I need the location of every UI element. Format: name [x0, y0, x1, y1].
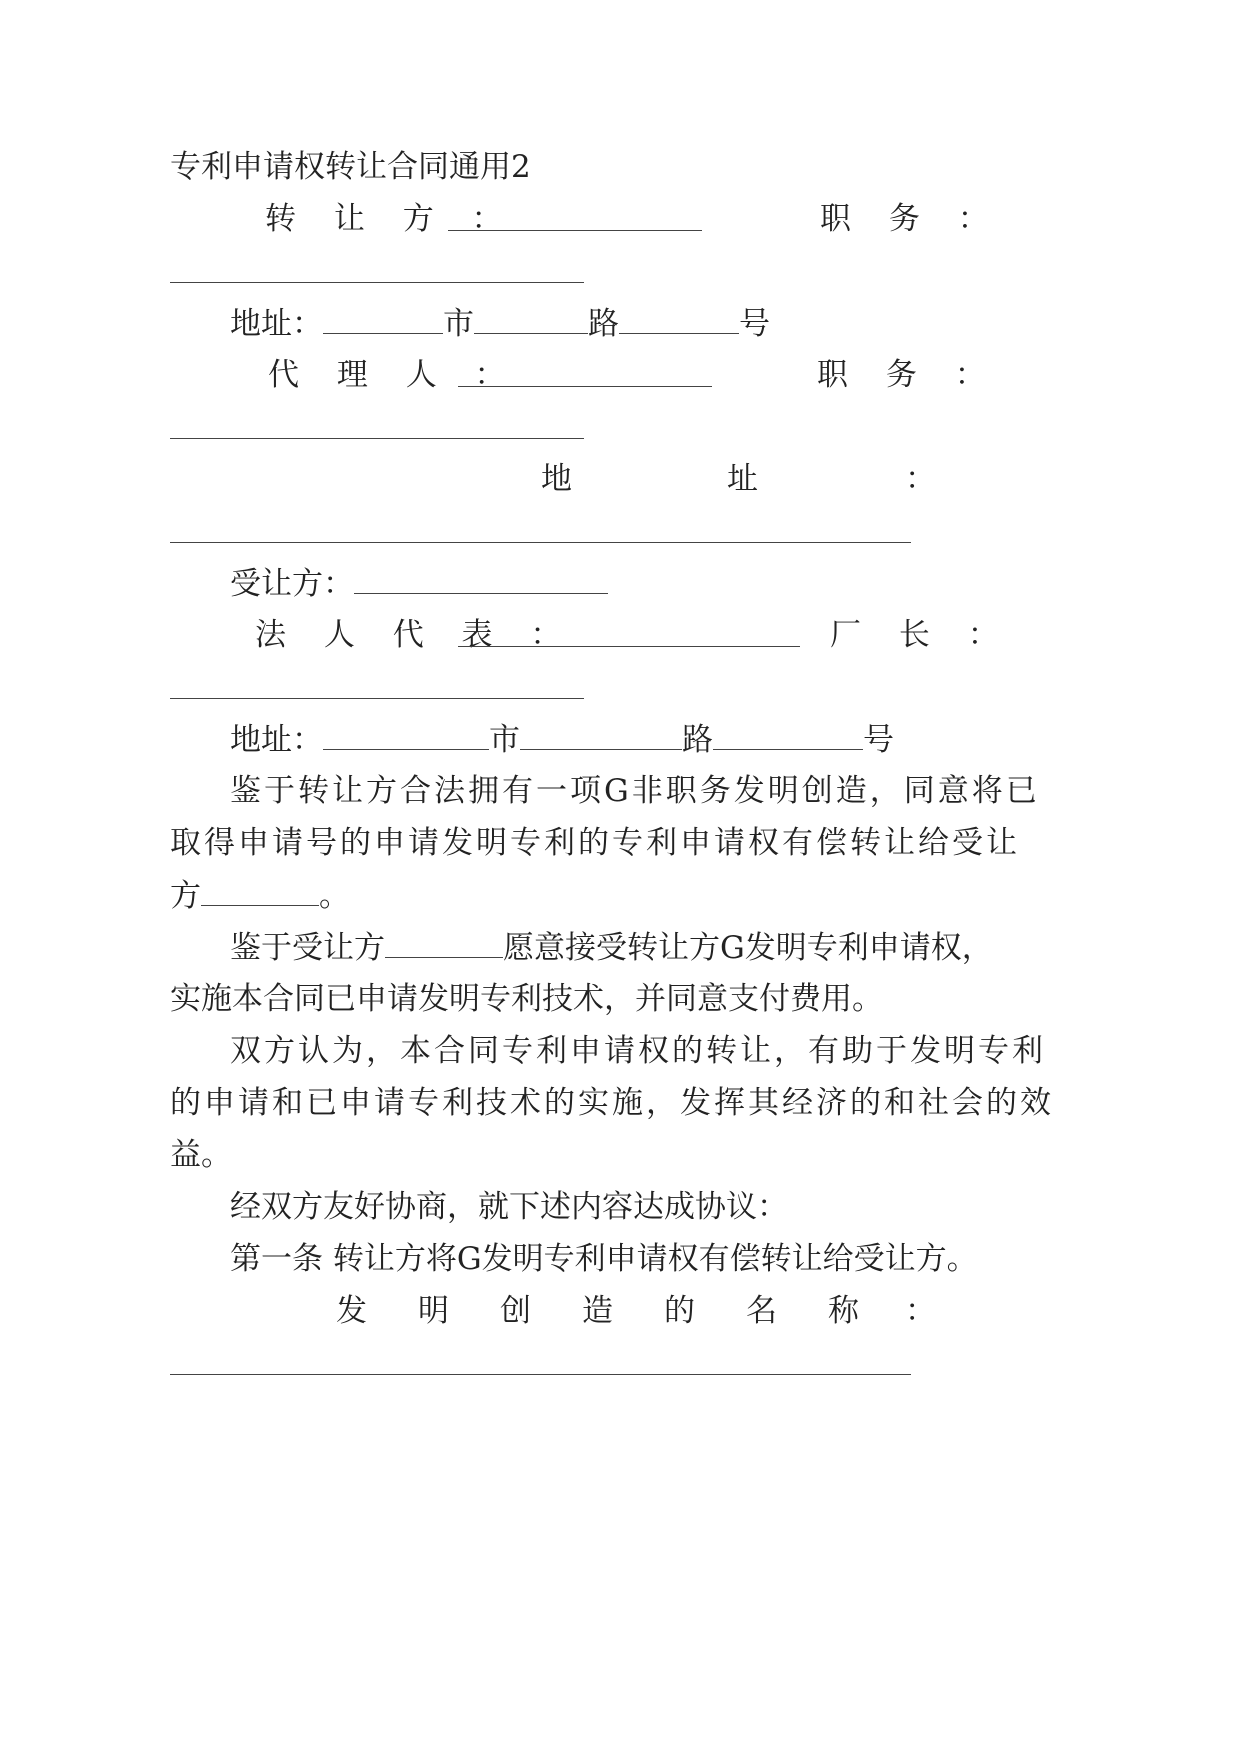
address1-road: 路 [588, 306, 619, 342]
invention-name-char5: 的 [664, 1293, 695, 1329]
agent-address-colon: ： [905, 461, 936, 497]
para2-line2: 实施本合同已申请发明专利技术，并同意支付费用。 [170, 981, 883, 1017]
invention-name-char4: 造 [582, 1293, 613, 1329]
agent-label: 代 理 人 ： [268, 357, 520, 393]
agent-address-blank [170, 542, 911, 543]
invention-name-blank [170, 1374, 911, 1375]
address1-label: 地址： [230, 306, 323, 342]
address2-number: 号 [863, 722, 894, 758]
transferor-label: 转 让 方 ： [265, 201, 517, 237]
para2-line1-start: 鉴于受让方 [230, 930, 385, 966]
page-title: 专利申请权转让合同通用2 [170, 149, 531, 185]
para3-line3: 益。 [170, 1137, 232, 1173]
para1-line3-end: 。 [319, 878, 350, 914]
transferor-duty-blank [170, 282, 584, 283]
para4: 经双方友好协商，就下述内容达成协议： [230, 1189, 788, 1225]
transferee-line [230, 563, 608, 604]
address1-city-blank [474, 303, 588, 334]
invention-name-colon: ： [905, 1293, 936, 1329]
address1-province-blank [323, 303, 443, 334]
para1-line2: 取得申请号的申请发明专利的专利申请权有偿转让给受让 [170, 825, 1020, 861]
address2-city: 市 [489, 722, 520, 758]
transferor-duty-label: 职 务 ： [820, 201, 1003, 237]
address1-number: 号 [739, 306, 770, 342]
para1-line3 [170, 875, 350, 916]
invention-name-char1: 发 [336, 1293, 367, 1329]
para3-line2: 的申请和已申请专利技术的实施，发挥其经济的和社会的效 [170, 1085, 1054, 1121]
address2-line [230, 719, 894, 760]
agent-address-char1: 地 [541, 461, 572, 497]
address2-city-blank [520, 719, 682, 750]
para1-line1: 鉴于转让方合法拥有一项G非职务发明创造，同意将已 [230, 773, 1040, 809]
para2-line1-end: 愿意接受转让方G发明专利申请权， [503, 930, 993, 966]
legal-rep-blank [458, 646, 800, 647]
para2-blank [385, 927, 503, 958]
invention-name-char7: 称 [828, 1293, 859, 1329]
transferee-blank [354, 563, 608, 594]
article1: 第一条 转让方将G发明专利申请权有偿转让给受让方。 [230, 1241, 978, 1277]
address1-city: 市 [443, 306, 474, 342]
address2-road-blank [713, 719, 863, 750]
agent-duty-label: 职 务 ： [817, 357, 1000, 393]
para1-blank [201, 875, 319, 906]
legal-rep-label: 法 人 代 表 ： [255, 617, 576, 653]
agent-duty-blank [170, 438, 584, 439]
agent-blank [458, 386, 712, 387]
para1-line3-start: 方 [170, 878, 201, 914]
address2-road: 路 [682, 722, 713, 758]
address1-road-blank [619, 303, 739, 334]
transferor-blank [448, 230, 702, 231]
address2-label: 地址： [230, 722, 323, 758]
invention-name-char3: 创 [500, 1293, 531, 1329]
agent-address-char2: 址 [727, 461, 758, 497]
address1-line [230, 303, 770, 344]
para3-line1: 双方认为，本合同专利申请权的转让，有助于发明专利 [230, 1033, 1046, 1069]
director-label: 厂 长 ： [830, 617, 1013, 653]
director-blank [170, 698, 584, 699]
invention-name-char6: 名 [746, 1293, 777, 1329]
para2-line1 [230, 927, 993, 968]
transferee-label: 受让方： [230, 566, 354, 602]
address2-province-blank [323, 719, 489, 750]
invention-name-char2: 明 [418, 1293, 449, 1329]
